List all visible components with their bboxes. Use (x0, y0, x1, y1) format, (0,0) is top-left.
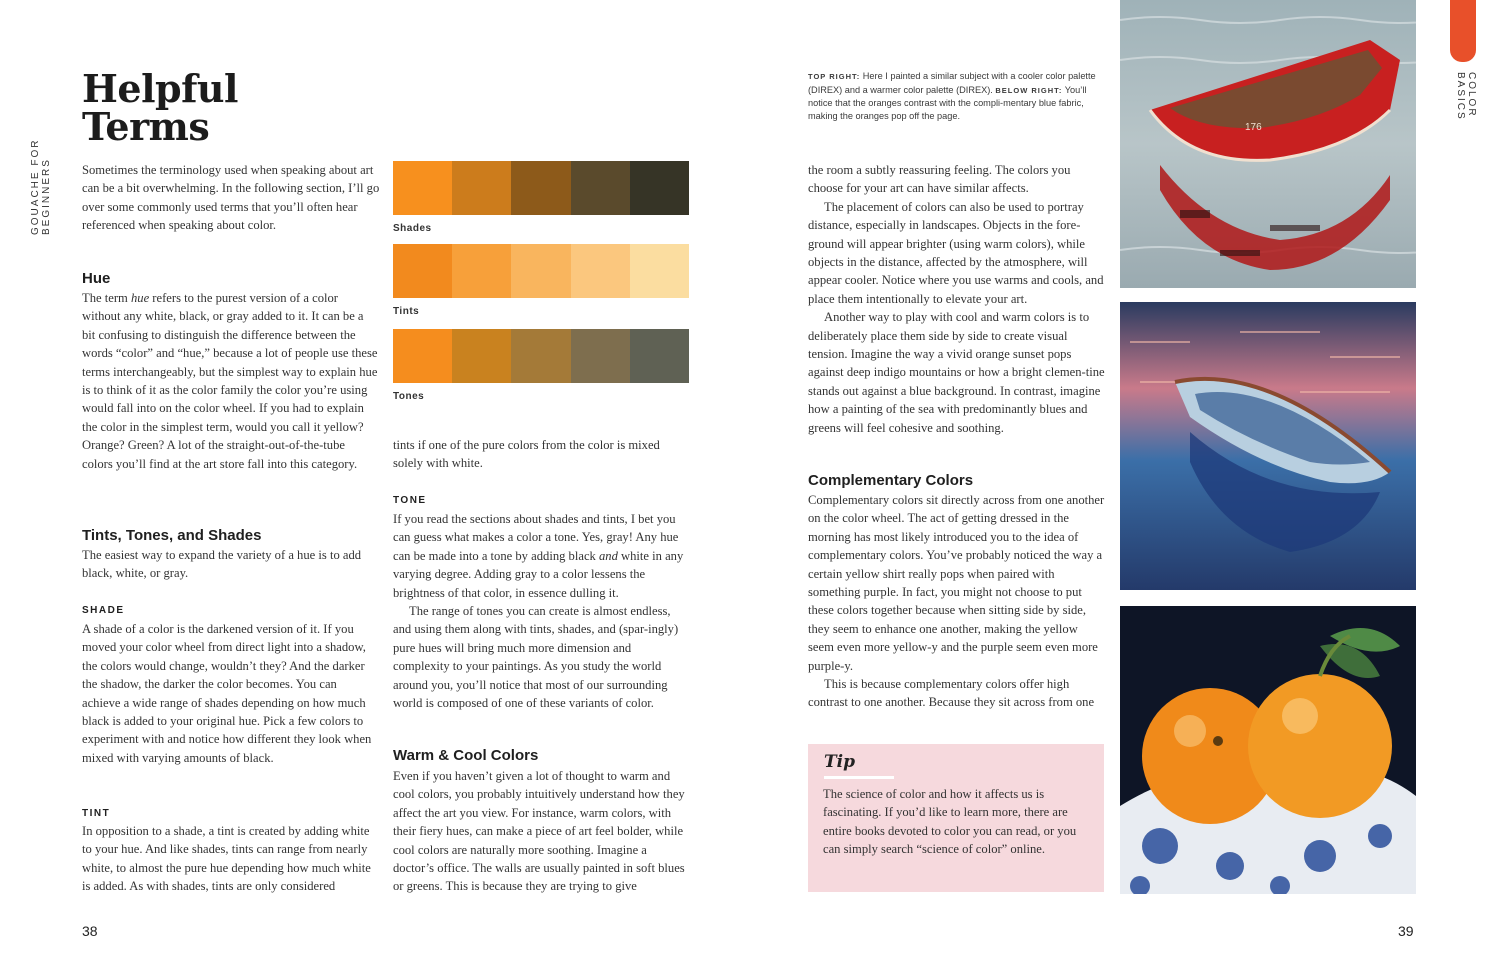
red-boat-painting (1120, 0, 1416, 288)
complementary-paragraph: Complementary colors sit directly across from one another on the color wheel. The act of getting dressed in the morning has most likely introduced you to the idea of complementary colors. You’ve probably noticed the way a certain yellow shirt really pops when paired with something purple. In fact, you might not choose to put these colors together because when sitting side by side, they seem to enhance one another, making the yellow seem even more yellow-y and the purple seem even more purple-y. This is because complementary colors offer high contrast to one another. Because they sit across from one (808, 493, 1105, 710)
swatch-tints-3 (511, 244, 570, 298)
swatch-group-tones (393, 329, 689, 402)
running-head-right: COLOR BASICS (1455, 72, 1477, 121)
tint-heading: TINT (82, 808, 111, 819)
swatch-tones-4 (571, 329, 630, 383)
swatch-row-shades (393, 161, 689, 215)
title-line-2: Terms (82, 104, 210, 149)
tip-title: Tip (824, 752, 855, 772)
swatch-shades-4 (571, 161, 630, 215)
tint-paragraph: In opposition to a shade, a tint is created by adding white to your hue. And like shades, tints can range from nearly white, to almost the pure hue depending how much white is added. As with shades, tints are only considered (82, 824, 371, 894)
warm-cool-continued: the room a subtly reassuring feeling. The colors you choose for your art can have similar affects. The placement of colors can also be used to portray distance, especially in landscapes. Objects in the fore-ground will appear brighter (using warm colors), while objects in the distance, affected by the atmosphere, will appear cooler. Notice where you use warms and cools, and place them intentionally to elevate your art. Another way to play with cool and warm colors is to deliberately place them side by side to create visual tension. Imagine the way a vivid orange sunset pops against deep indigo mountains or how a bright clemen-tine stands out against a blue background. In contrast, imagine how a painting of the sea with predominantly blues and greens will feel cohesive and soothing. (808, 163, 1105, 435)
boat-number: 176 (1245, 122, 1262, 133)
title-line-1: Helpful (82, 66, 238, 111)
oranges-painting (1120, 606, 1416, 894)
hue-paragraph: The term hue refers to the purest version of a color without any white, black, or gray added to it. It can be a bit confusing to distinguish the difference between the words “color” and “hue,” because a lot of people use these terms interchangeably, but the simplest way to explain hue is to think of it as the color family the color you’re using would fall into on the color wheel. If you had to explain the color in the simplest term, would you call it yellow? Orange? Green? A lot of the straight-out-of-the-tube colors you’ll find at the art store fall into this category. (82, 291, 378, 471)
tint-continued-paragraph: tints if one of the pure colors from the color is mixed solely with white. (393, 438, 660, 471)
swatch-tints-1 (393, 244, 452, 298)
shade-heading: SHADE (82, 605, 125, 616)
intro-paragraph: Sometimes the terminology used when speaking about art can be a bit overwhelming. In the following section, I’ll go over some commonly used terms that you’ll often hear referenced when speaking about color. (82, 163, 380, 233)
swatch-row-tints (393, 244, 689, 298)
swatch-tones-2 (452, 329, 511, 383)
running-head-left: GOUACHE FOR BEGINNERS (30, 138, 52, 235)
page-number-right: 39 (1398, 923, 1414, 939)
tone-paragraph: If you read the sections about shades and tints, I bet you can guess what makes a color a tone. Yes, gray! Any hue can be made into a tone by adding black and white in any varying degree. Adding gray to a color lessens the brightness of that color, in essence dulling it. The range of tones you can create is almost endless, and using them along with tints, shades, and (spar-ingly) pure hues will bring much more dimension and complexity to your paintings. As you study the world around you, you’ll notice that most of our surrounding world is composed of one of these variants of color. (393, 512, 684, 711)
complementary-heading: Complementary Colors (808, 472, 974, 489)
tip-divider (824, 776, 894, 779)
blue-boat-painting (1120, 302, 1416, 590)
tone-heading: TONE (393, 495, 427, 506)
swatch-label-tones: Tones (393, 391, 425, 402)
tip-box (808, 744, 1104, 892)
swatch-label-tints: Tints (393, 306, 420, 317)
swatch-tints-5 (630, 244, 689, 298)
tip-text: The science of color and how it affects us is fascinating. If you’d like to learn more, there are entire books devoted to color you can read, or you can simply search “science of color” online. (823, 787, 1077, 857)
swatch-label-shades: Shades (393, 223, 432, 234)
warm-cool-paragraph: Even if you haven’t given a lot of thought to warm and cool colors, you probably intuitively understand how they affect the art you view. For instance, warm colors, with their fiery hues, can make a piece of art feel bolder, while cool colors are naturally more soothing. Imagine a doctor’s office. The walls are usually painted in soft blues or greens. This is because they are trying to give (393, 769, 685, 894)
red-tab-marker (1450, 0, 1476, 62)
swatch-row-tones (393, 329, 689, 383)
tts-paragraph: The easiest way to expand the variety of a hue is to add black, white, or gray. (82, 548, 362, 581)
tints-tones-shades-heading: Tints, Tones, and Shades (82, 527, 262, 544)
image-caption: TOP RIGHT: Here I painted a similar subject with a cooler color palette (DIREX) and a warmer color palette (DIREX). BELOW RIGHT: You’ll notice that the oranges contrast with the compli-mentary blue fabric, making the oranges pop off the page. (808, 71, 1096, 121)
swatch-tints-2 (452, 244, 511, 298)
swatch-shades-3 (511, 161, 570, 215)
page-title (82, 66, 238, 149)
swatch-group-tints (393, 244, 689, 317)
warm-cool-heading: Warm & Cool Colors (393, 747, 539, 764)
swatch-shades-5 (630, 161, 689, 215)
swatch-shades-2 (452, 161, 511, 215)
swatch-tints-4 (571, 244, 630, 298)
swatch-tones-3 (511, 329, 570, 383)
page-number-left: 38 (82, 923, 98, 939)
swatch-shades-1 (393, 161, 452, 215)
shade-paragraph: A shade of a color is the darkened version of it. If you moved your color wheel from direct light into a shadow, the colors would change, wouldn’t they? And the darker the shadow, the darker the color becomes. You can achieve a wide range of shades depending on how much black is added to your original hue. Pick a few colors to experiment with and notice how different they look when mixed with varying amounts of black. (82, 622, 372, 765)
hue-heading: Hue (82, 270, 111, 287)
swatch-group-shades (393, 161, 689, 234)
swatch-tones-5 (630, 329, 689, 383)
swatch-tones-1 (393, 329, 452, 383)
